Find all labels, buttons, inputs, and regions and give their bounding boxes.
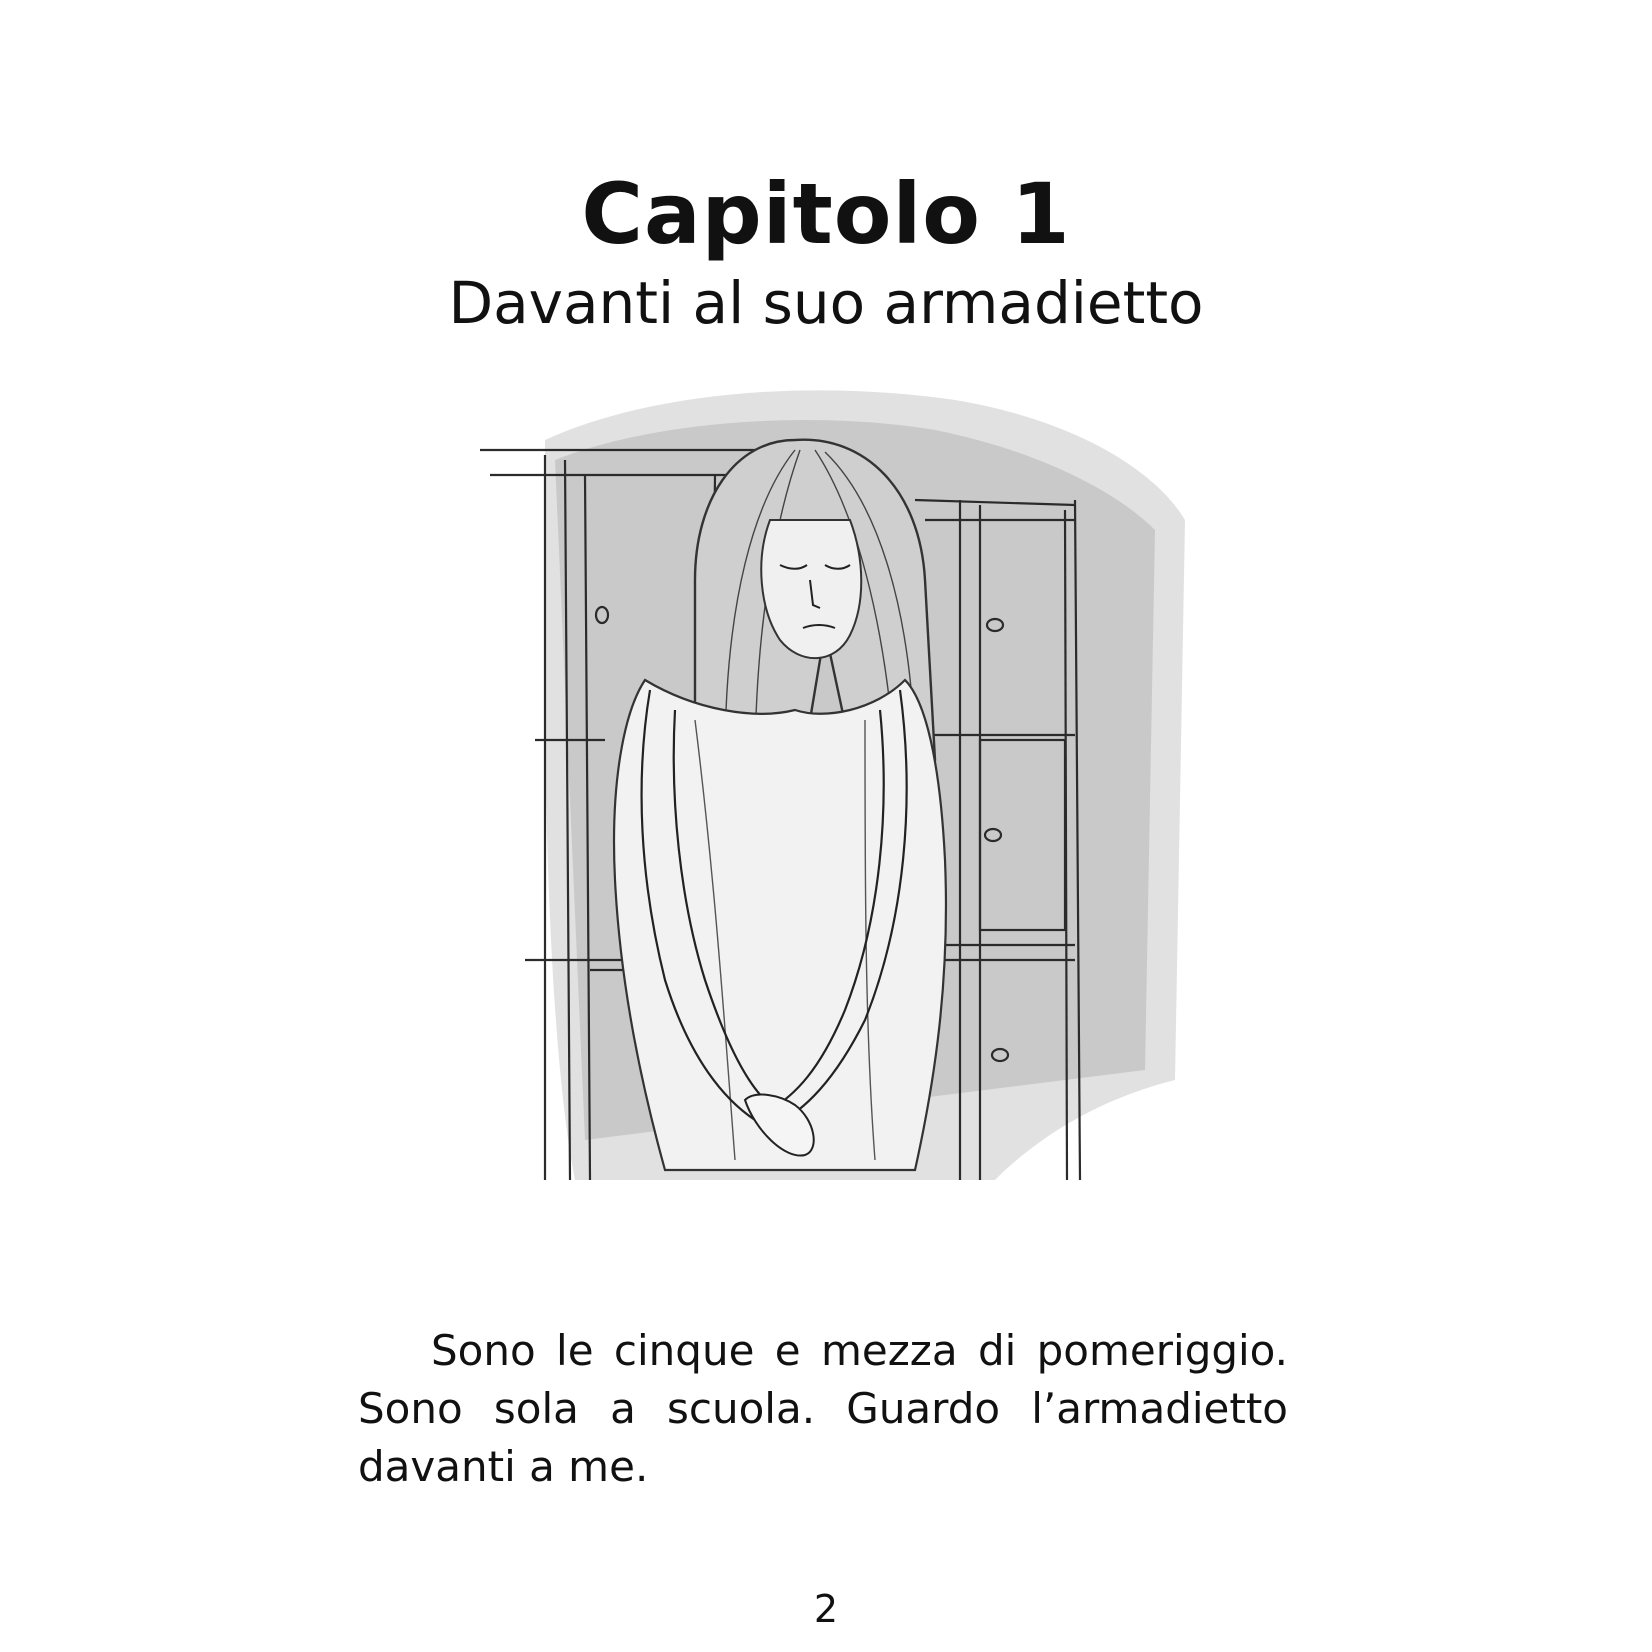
chapter-subtitle: Davanti al suo armadietto	[448, 269, 1204, 337]
chapter-title: Capitolo 1	[581, 165, 1071, 263]
story-paragraph: Sono le cinque e mezza di pomeriggio. Sono sola a scuola. Guardo l’armadietto davanti a me.	[358, 1326, 1288, 1491]
page-number: 2	[813, 1587, 839, 1631]
illustration-girl-lockers-icon	[395, 380, 1205, 1280]
